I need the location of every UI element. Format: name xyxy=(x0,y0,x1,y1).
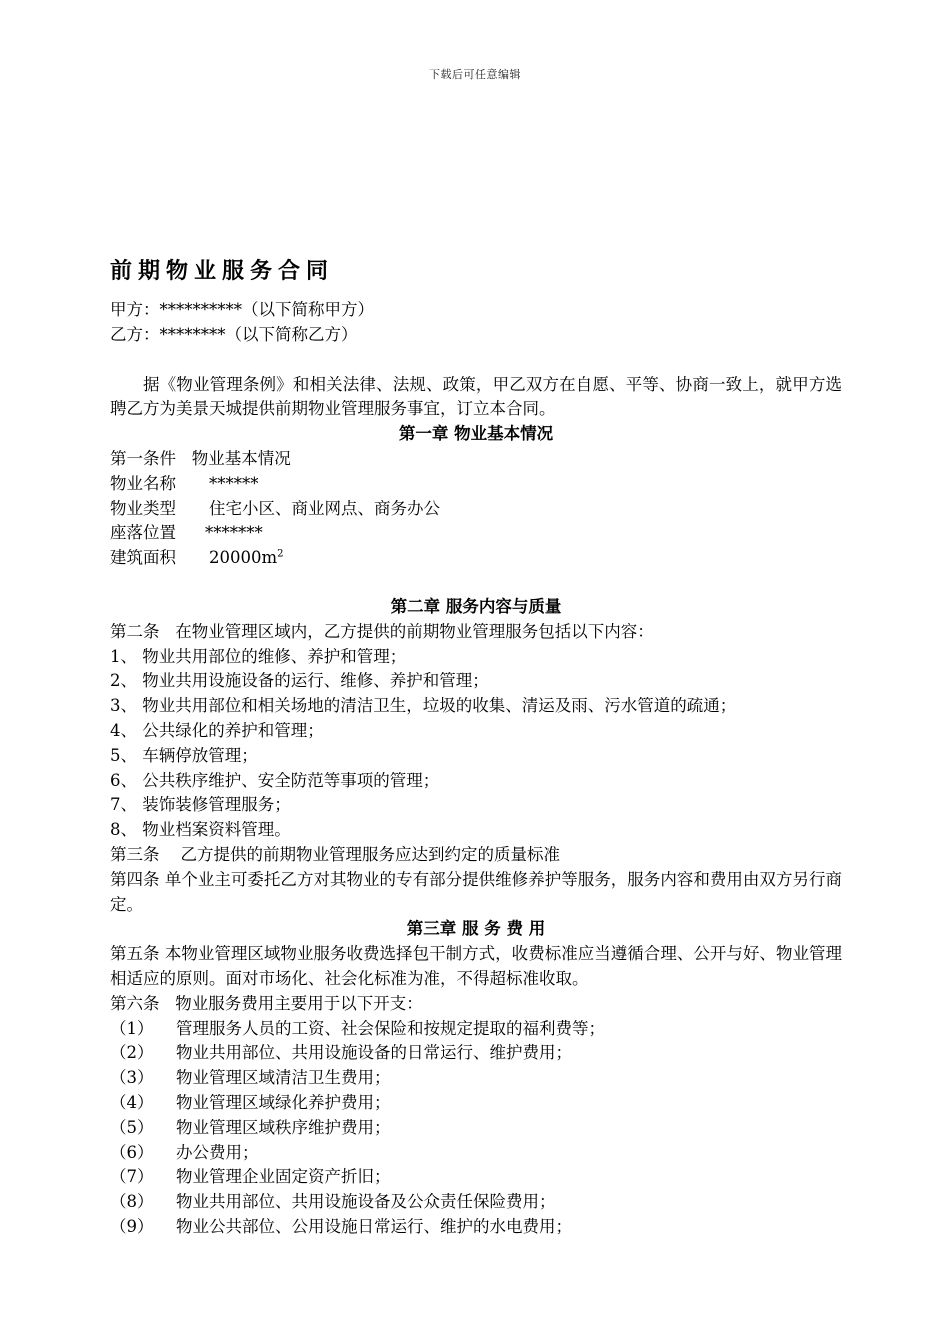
floor-area-row xyxy=(110,546,842,571)
expense-number: （9） xyxy=(110,1216,154,1236)
service-item: 5、 车辆停放管理； xyxy=(110,745,258,765)
expense-item xyxy=(110,1116,842,1141)
service-item: 3、 物业共用部位和相关场地的清洁卫生，垃圾的收集、清运及雨、污水管道的疏通； xyxy=(110,696,737,716)
property-type-row xyxy=(110,497,842,522)
location-row xyxy=(110,521,842,546)
location-label: 座落位置 xyxy=(110,523,176,543)
expense-text: 物业管理区域绿化养护费用； xyxy=(176,1092,391,1112)
service-item: 6、 公共秩序维护、安全防范等事项的管理； xyxy=(110,770,440,790)
expense-number: （3） xyxy=(110,1068,154,1088)
expense-item xyxy=(110,1190,842,1215)
article-6: 第六条 物业服务费用主要用于以下开支： xyxy=(110,993,423,1013)
expense-number: （6） xyxy=(110,1142,154,1162)
expense-number: （4） xyxy=(110,1092,154,1112)
expense-number: （5） xyxy=(110,1117,154,1137)
contract-title: 前期物业服务合同 xyxy=(110,258,335,284)
expense-text: 物业管理区域秩序维护费用； xyxy=(176,1117,391,1137)
expense-item xyxy=(110,1017,842,1042)
expense-text: 物业共用部位、共用设施设备及公众责任保险费用； xyxy=(176,1192,556,1212)
expense-text: 办公费用； xyxy=(176,1142,259,1162)
expense-text: 物业管理区域清洁卫生费用； xyxy=(176,1068,391,1088)
service-item: 1、 物业共用部位的维修、养护和管理； xyxy=(110,646,407,666)
article-1: 第一条件 物业基本情况 xyxy=(110,448,291,468)
floor-area-value: 20000m xyxy=(209,548,278,568)
service-item: 7、 装饰装修管理服务； xyxy=(110,795,291,815)
location-value: ******* xyxy=(205,523,263,543)
header-note: 下载后可任意编辑 xyxy=(429,68,521,81)
article-5: 第五条 本物业管理区域物业服务收费选择包干制方式，收费标准应当遵循合理、公开与好、物业管理相适应的原则。面对市场化、社会化标准为准，不得超标准收取。 xyxy=(110,944,842,988)
property-type-value: 住宅小区、商业网点、商务办公 xyxy=(209,498,440,518)
property-name-label: 物业名称 xyxy=(110,473,176,493)
expense-item xyxy=(110,1041,842,1066)
article-2: 第二条 在物业管理区域内，乙方提供的前期物业管理服务包括以下内容： xyxy=(110,621,654,641)
chapter-1-heading: 第一章 物业基本情况 xyxy=(398,424,554,444)
expense-number: （1） xyxy=(110,1018,154,1038)
service-item: 2、 物业共用设施设备的运行、维修、养护和管理； xyxy=(110,671,489,691)
area-unit-superscript: 2 xyxy=(277,548,284,560)
chapter-3-heading: 第三章 服 务 费 用 xyxy=(406,919,546,939)
expense-text: 物业共用部位、共用设施设备的日常运行、维护费用； xyxy=(176,1043,572,1063)
intro-paragraph: 据《物业管理条例》和相关法律、法规、政策，甲乙双方在自愿、平等、协商一致上，就甲方选聘乙方为美景天城提供前期物业管理服务事宜，订立本合同。 xyxy=(110,374,842,419)
article-3: 第三条 乙方提供的前期物业管理服务应达到约定的质量标准 xyxy=(110,844,560,864)
expense-number: （7） xyxy=(110,1167,154,1187)
expense-item xyxy=(110,1091,842,1116)
expense-text: 管理服务人员的工资、社会保险和按规定提取的福利费等； xyxy=(176,1018,605,1038)
expense-number: （2） xyxy=(110,1043,154,1063)
expense-number: （8） xyxy=(110,1192,154,1212)
expense-item xyxy=(110,1215,842,1240)
chapter-2-heading: 第二章 服务内容与质量 xyxy=(390,596,562,616)
floor-area-label: 建筑面积 xyxy=(110,548,176,568)
expense-text: 物业公共部位、公用设施日常运行、维护的水电费用； xyxy=(176,1216,572,1236)
property-name-value: ****** xyxy=(209,473,259,493)
expense-item xyxy=(110,1165,842,1190)
party-a: 甲方：**********（以下简称甲方） xyxy=(110,300,374,319)
contract-body xyxy=(110,256,842,1240)
article-4: 第四条 单个业主可委托乙方对其物业的专有部分提供维修养护等服务，服务内容和费用由双方另行商定。 xyxy=(110,869,842,914)
service-item: 8、 物业档案资料管理。 xyxy=(110,820,291,840)
property-name-row xyxy=(110,472,842,497)
expense-item xyxy=(110,1066,842,1091)
property-type-label: 物业类型 xyxy=(110,498,176,518)
party-b: 乙方：********（以下简称乙方） xyxy=(110,324,358,344)
expense-item xyxy=(110,1141,842,1166)
expense-text: 物业管理企业固定资产折旧； xyxy=(176,1167,391,1187)
service-item: 4、 公共绿化的养护和管理； xyxy=(110,720,324,740)
